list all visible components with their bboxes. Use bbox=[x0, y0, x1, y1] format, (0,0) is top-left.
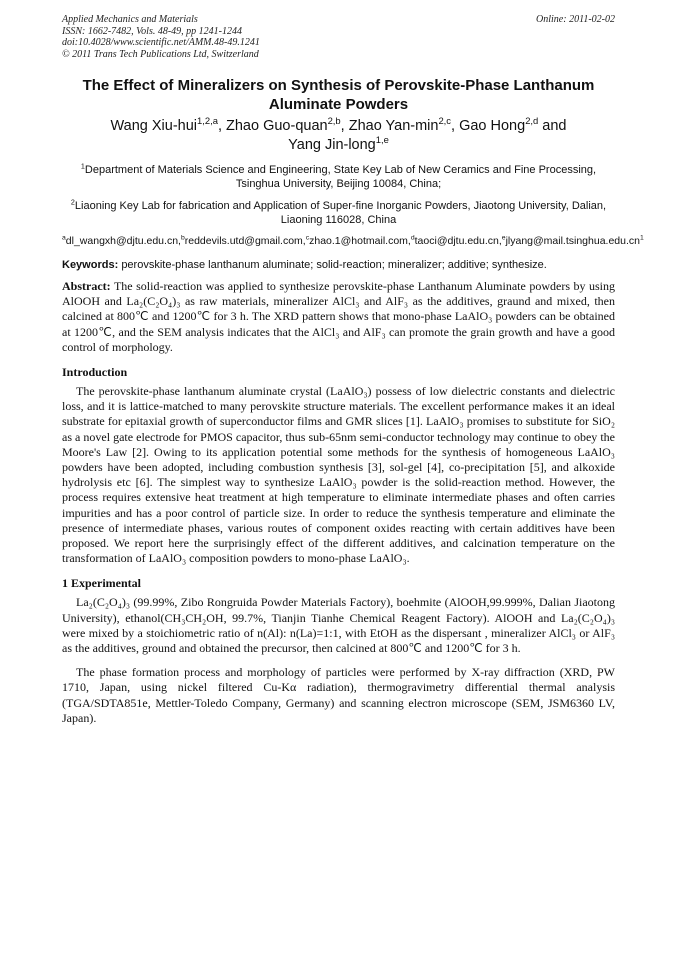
abstract bbox=[62, 279, 615, 355]
email-list bbox=[62, 234, 644, 248]
author: Zhao Guo-quan bbox=[226, 118, 328, 134]
author-sup: 1,e bbox=[375, 134, 389, 146]
experimental-paragraph-2: The phase formation process and morphology of particles were performed by X-ray diffraction (XRD, PW 1710, Japan, using nickel filtered Cu-Kα radiation), thermogravimetry differential thermal analysis (TGA/SDTA851e, Mettler-Toledo Company, Germany) and scanning electron microscope (SEM, JSM6360 LV, Japan). bbox=[62, 665, 615, 725]
email-address[interactable]: reddevils.utd@gmail.com, bbox=[184, 235, 306, 247]
author: Gao Hong bbox=[459, 118, 526, 134]
author-sup: 2,c bbox=[438, 115, 452, 127]
email-sup: a bbox=[62, 234, 66, 242]
email-address[interactable]: jlyang@mail.tsinghua.edu.cn bbox=[505, 235, 640, 247]
experimental-paragraph-1: La₂(C₂O₄)₃ (99.99%, Zibo Rongruida Powder Materials Factory), boehmite (AlOOH,99.999%, Dalian Jiaotong University), ethanol(CH₃CH₂OH, 99.7%, Tianjin Tianhe Chemical Reagent Factory). AlOOH and La₂(C₂O₄)₃ were mixed by a stoichiometric ratio of n(Al): n(La)=1:1, with EtOH as the dispersant , mineralizer AlCl₃ or AlF₃ as the additives, ground and obtained the precursor, then calcined at 800℃ and 1200℃ for 3 h. bbox=[62, 595, 615, 656]
author-list bbox=[62, 117, 615, 155]
author-separator: , bbox=[340, 118, 349, 134]
author: Yang Jin-long bbox=[288, 137, 376, 153]
online-date: Online: 2011-02-02 bbox=[536, 14, 615, 25]
email-address[interactable]: dl_wangxh@djtu.edu.cn, bbox=[65, 235, 181, 247]
email-address[interactable]: zhao.1@hotmail.com, bbox=[309, 235, 411, 247]
email-sup: d bbox=[410, 234, 415, 242]
author-separator: , bbox=[451, 118, 460, 134]
keywords-label: Keywords: bbox=[62, 259, 119, 271]
experimental-heading: 1 Experimental bbox=[62, 576, 141, 591]
email-sup: 1 bbox=[639, 234, 644, 242]
author-sup: 2,b bbox=[327, 115, 341, 127]
author-sup: 2,d bbox=[525, 115, 539, 127]
keywords bbox=[62, 258, 615, 272]
email-sup: c bbox=[305, 234, 310, 242]
email-address[interactable]: taoci@djtu.edu.cn, bbox=[414, 235, 502, 247]
affiliation-num: 1 bbox=[80, 162, 85, 171]
email-sup: b bbox=[180, 234, 185, 242]
affiliation-num: 2 bbox=[70, 198, 75, 207]
journal-name: Applied Mechanics and Materials bbox=[62, 14, 198, 25]
author: Zhao Yan-min bbox=[348, 118, 439, 134]
author-separator: , bbox=[217, 118, 226, 134]
author-and: and bbox=[538, 118, 567, 134]
intro-heading: Introduction bbox=[62, 365, 128, 380]
doi-line: doi:10.4028/www.scientific.net/AMM.48-49.1241 bbox=[62, 37, 260, 48]
affiliation-2 bbox=[62, 199, 615, 227]
issn-line: ISSN: 1662-7482, Vols. 48-49, pp 1241-1244 bbox=[62, 25, 242, 37]
affiliation-text: Liaoning Key Lab for fabrication and Application of Super-fine Inorganic Powders, Jiaotong University, Dalian, Liaoning 116028, China bbox=[74, 200, 607, 226]
intro-paragraph: The perovskite-phase lanthanum aluminate crystal (LaAlO₃) possess of low dielectric constants and dielectric loss, and it is lattice-matched to many perovskite structure materials. The excellent performance makes it an ideal substrate for epitaxial growth of superconductor films and GMR slices [1]. LaAlO₃ promises to substitute for SiO₂ as a novel gate electrode for PMOS capacitor, thus sub-65nm semi-conductor technology may continue to obey the Moore's Law [2]. Owing to its application potential some methods for the synthesis of homogeneous LaAlO₃ powders have been adopted, including combustion synthesis [3], sol-gel [4], co-precipitation [5], and alkoxide hydrolysis etc [6]. The simplest way to synthesize LaAlO₃ powder is the solid-reaction method. However, the process requires extensive heat treatment at high temperature to eliminate intermediate phases and often carries impurities and has a poor control of particle size. In order to reduce the synthesis temperature and eliminate the presence of intermediate phases, various routes of component oxides reacting with certain additives have been proposed. We report here the surprisingly effect of the different additives, and calcination temperature on the transformation of LaAlO₃ composition powders to mono-phase LaAlO₃. bbox=[62, 384, 615, 566]
paper-title: The Effect of Mineralizers on Synthesis of Perovskite-Phase Lanthanum Aluminate Powders bbox=[82, 77, 595, 113]
author-sup: 1,2,a bbox=[197, 115, 218, 127]
abstract-text: The solid-reaction was applied to synthesize perovskite-phase Lanthanum Aluminate powders by using AlOOH and La₂(C₂O₄)₃ as raw materials, mineralizer AlCl₃ and AlF₃ as the additives, graund and mixed, then calcined at 800℃ and 1200℃ for 3 h. The XRD pattern shows that mono-phase LaAlO₃ powders can be obtained at 1200℃, and the SEM analysis indicates that the AlCl₃ and AlF₃ can promote the grain growth and have a good control of morphology. bbox=[62, 279, 615, 354]
journal-header bbox=[62, 14, 615, 60]
abstract-label: Abstract: bbox=[62, 279, 111, 293]
paper-page bbox=[62, 14, 644, 726]
copyright-line: © 2011 Trans Tech Publications Ltd, Switzerland bbox=[62, 48, 259, 60]
affiliation-text: Department of Materials Science and Engineering, State Key Lab of New Ceramics and Fine Processing, Tsinghua University, Beijing 10084, China; bbox=[84, 164, 597, 190]
email-sup: e bbox=[501, 234, 506, 242]
author: Wang Xiu-hui bbox=[110, 118, 198, 134]
keywords-text: perovskite-phase lanthanum aluminate; solid-reaction; mineralizer; additive; synthesize. bbox=[121, 259, 547, 271]
affiliation-1 bbox=[62, 163, 615, 191]
